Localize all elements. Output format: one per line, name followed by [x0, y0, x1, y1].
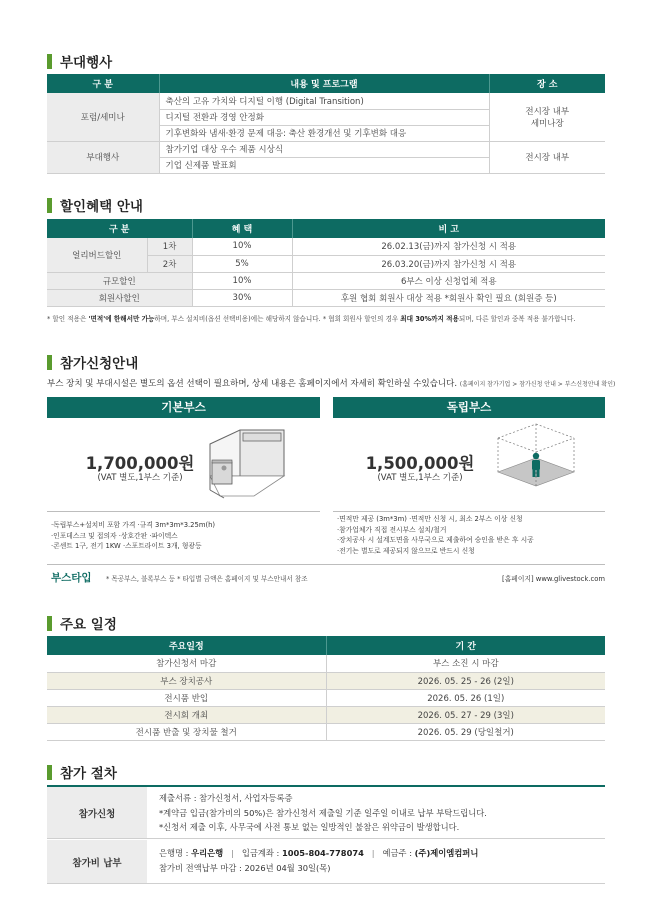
schedule-item: 참가신청서 마감 [47, 655, 326, 672]
raw-booth-vat: (VAT 별도,1부스 기준) [377, 473, 463, 483]
table-row [47, 238, 605, 255]
member-discount-label: 회원사할인 [47, 289, 192, 306]
schedule-item: 전시회 개최 [47, 706, 326, 723]
scale-discount-label: 규모할인 [47, 272, 192, 289]
member-discount-note: 후원 협회 회원사 대상 적용 *회원사 확인 필요 (회원증 등) [292, 289, 605, 306]
schedule-period: 2026. 05. 25 - 26 (2일) [326, 672, 605, 689]
forum-label: 포럼/세미나 [47, 93, 159, 141]
table-row [47, 289, 605, 306]
procedure-payment-row [47, 840, 605, 884]
discount-section-title: 할인혜택 안내 [47, 195, 143, 215]
member-discount-benefit: 30% [192, 289, 292, 306]
section-marker [47, 54, 52, 69]
section-marker [47, 355, 52, 370]
table-row [47, 93, 605, 109]
divider [333, 511, 605, 512]
basic-booth-illustration-icon [200, 424, 300, 504]
payment-deadline: 참가비 전액납부 마감 : 2026년 04월 30일(목) [159, 862, 331, 873]
basic-booth-header: 기본부스 [47, 397, 320, 418]
table-row [47, 141, 605, 157]
divider [47, 564, 605, 565]
apply-content: 제출서류 : 참가신청서, 사업자등록증 *계약금 입금(참가비의 50%)은 참가신청서 제출일 기준 일주일 이내로 납부 부탁드립니다. *신청서 제출 이후, 사무국에 사전 통보 없는 일방적인 불참은 위약금이 발생합니다. [159, 793, 487, 832]
table-row [47, 655, 605, 672]
schedule-period: 2026. 05. 26 (1일) [326, 689, 605, 706]
basic-booth-features: ·독립부스+설치비 포함 가격 ·규격 3m*3m*3.25m(h) ·인포데스크 및 접의자 ·상호간판 ·파이텍스 ·콘센트 1구, 전기 1KW ·스포트라이트 3개, 형광등 [51, 521, 216, 551]
side-event-label: 부대행사 [47, 141, 159, 173]
participation-section-title: 참가신청안내 [47, 352, 138, 372]
discount-benefit: 10% [192, 238, 292, 255]
raw-booth-header: 독립부스 [333, 397, 605, 418]
discount-footnote: * 할인 적용은 '면적'에 한해서만 가능하며, 부스 설치비(옵션 선택비용)에는 해당하지 않습니다. * 협회 회원사 할인의 경우 최대 30%까지 적용되며, 다른 할인과 중복 적용 불가합니다. [47, 315, 576, 323]
forum-item: 축산의 고유 가치와 디지털 이행 (Digital Transition) [159, 93, 489, 109]
events-section-title: 부대행사 [47, 51, 112, 71]
section-marker [47, 198, 52, 213]
discount-benefit: 5% [192, 255, 292, 272]
raw-booth-features: ·면적만 제공 (3m*3m) ·면적만 신청 시, 최소 2부스 이상 신청 ·참가업체가 직접 전시부스 설치/철거 ·장치공사 시 설계도면을 사무국으로 제출하여 승인을 받은 후 시공 ·전기는 별도로 제공되지 않으므로 반드시 신청 [337, 515, 534, 555]
booth-type-label: 부스타입 [51, 572, 92, 584]
basic-booth-vat: (VAT 별도,1부스 기준) [97, 473, 183, 483]
basic-booth-price: 1,700,000원 [85, 454, 195, 473]
discount-round: 2차 [147, 255, 192, 272]
divider [47, 511, 320, 512]
discount-note: 26.03.20(금)까지 참가신청 시 적용 [292, 255, 605, 272]
booth-type-note: * 목공부스, 블록부스 등 * 타입별 금액은 홈페이지 및 부스안내서 참조 [106, 575, 308, 583]
schedule-period: 부스 소진 시 마감 [326, 655, 605, 672]
apply-label: 참가신청 [47, 787, 147, 838]
schedule-section-title: 주요 일정 [47, 613, 117, 633]
schedule-table [47, 636, 605, 741]
schedule-item: 전시품 반입 [47, 689, 326, 706]
forum-item: 디지털 전환과 경영 안정화 [159, 109, 489, 125]
early-bird-label: 얼리버드할인 [47, 238, 147, 272]
schedule-period: 2026. 05. 29 (당일철거) [326, 723, 605, 740]
forum-item: 기후변화와 냄새·환경 문제 대응: 축산 환경개선 및 기후변화 대응 [159, 125, 489, 141]
bank-info: 은행명 : 우리은행 | 입금계좌 : 1005-804-778074 | 예금주 : (주)제이엠컴퍼니 [159, 848, 479, 858]
schedule-period: 2026. 05. 27 - 29 (3일) [326, 706, 605, 723]
raw-booth-price: 1,500,000원 [365, 454, 475, 473]
participation-intro: 부스 장치 및 부대시설은 별도의 옵션 선택이 필요하며, 상세 내용은 홈페이지에서 자세히 확인하실 수있습니다. (홈페이지 참가기업 > 참가신청 안내 > 부스신청안내 확인) [47, 379, 616, 389]
scale-discount-note: 6부스 이상 신청업체 적용 [292, 272, 605, 289]
side-event-item: 기업 신제품 발표회 [159, 157, 489, 173]
raw-booth-illustration-icon [488, 422, 583, 504]
table-row [47, 689, 605, 706]
table-row [47, 272, 605, 289]
homepage-link[interactable]: [홈페이지] www.glivestock.com [502, 575, 605, 583]
table-row [47, 672, 605, 689]
procedure-section-title: 참가 절차 [47, 762, 117, 782]
discount-round: 1차 [147, 238, 192, 255]
discount-note: 26.02.13(금)까지 참가신청 시 적용 [292, 238, 605, 255]
payment-label: 참가비 납부 [47, 840, 147, 883]
section-marker [47, 765, 52, 780]
schedule-header-row: 주요일정 기 간 [47, 636, 605, 655]
scale-discount-benefit: 10% [192, 272, 292, 289]
discount-header-row: 구 분 혜 택 비 고 [47, 219, 605, 238]
section-marker [47, 616, 52, 631]
table-row [47, 723, 605, 740]
schedule-item: 부스 장치공사 [47, 672, 326, 689]
payment-content [159, 846, 478, 875]
schedule-item: 전시품 반출 및 장치물 철거 [47, 723, 326, 740]
events-header-row: 구 분 내용 및 프로그램 장 소 [47, 74, 605, 93]
side-event-place: 전시장 내부 [489, 141, 605, 173]
events-table [47, 74, 605, 174]
side-event-item: 참가기업 대상 우수 제품 시상식 [159, 141, 489, 157]
table-row [47, 706, 605, 723]
forum-place: 전시장 내부 세미나장 [489, 93, 605, 141]
discount-table [47, 219, 605, 307]
procedure-apply-row [47, 787, 605, 839]
